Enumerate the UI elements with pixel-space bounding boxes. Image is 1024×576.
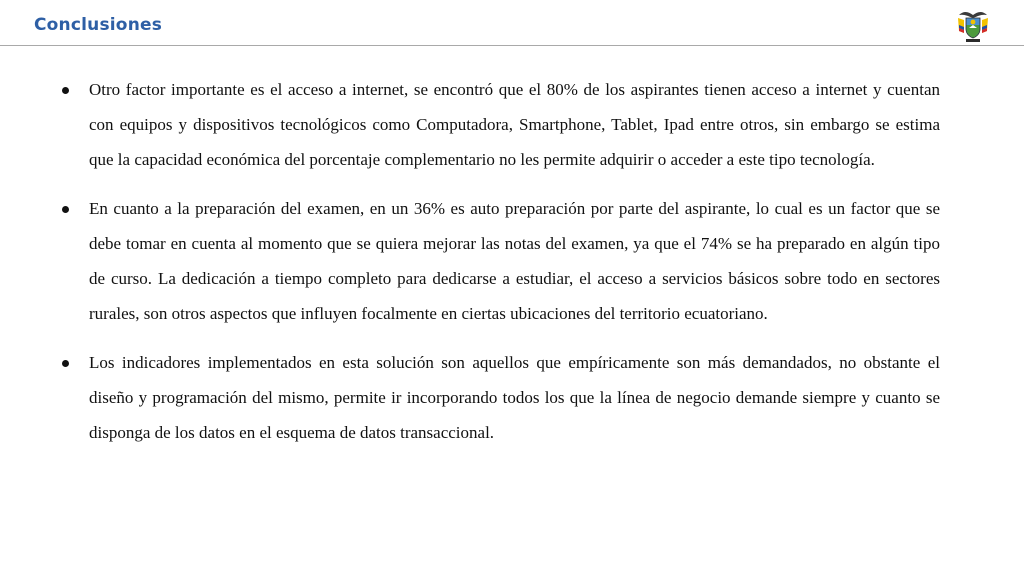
list-item-text: En cuanto a la preparación del examen, en un 36% es auto preparación por parte del aspirante, lo cual es un factor que se debe tomar en cuenta al momento que se quiera mejorar las notas del examen, ya que el 74% se ha preparado en algún tipo de curso. La dedicación a tiempo completo para dedicarse a estudiar, el acceso a servicios básicos sobre todo en sectores rurales, son otros aspectos que influyen focalmente en ciertas ubicaciones del territorio ecuatoriano. bbox=[89, 199, 940, 323]
university-coat-of-arms-icon bbox=[955, 6, 991, 44]
page-title: Conclusiones bbox=[34, 15, 163, 35]
header-divider bbox=[0, 45, 1024, 46]
bullet-icon bbox=[62, 360, 69, 367]
list-item-text: Los indicadores implementados en esta solución son aquellos que empíricamente son más demandados, no obstante el diseño y programación del mismo, permite ir incorporando todos los que la línea de negocio demande siempre y cuanto se disponga de los datos en el esquema de datos transaccional. bbox=[89, 353, 940, 442]
list-item-text: Otro factor importante es el acceso a internet, se encontró que el 80% de los aspirantes tienen acceso a internet y cuentan con equipos y dispositivos tecnológicos como Computadora, Smartphone, Tablet, Ipad entre otros, sin embargo se estima que la capacidad económica del porcentaje complementario no les permite adquirir o acceder a este tipo tecnología. bbox=[89, 80, 940, 169]
list-item bbox=[54, 191, 940, 331]
conclusions-list bbox=[54, 72, 940, 464]
list-item bbox=[54, 345, 940, 450]
bullet-icon bbox=[62, 87, 69, 94]
bullet-icon bbox=[62, 206, 69, 213]
list-item bbox=[54, 72, 940, 177]
